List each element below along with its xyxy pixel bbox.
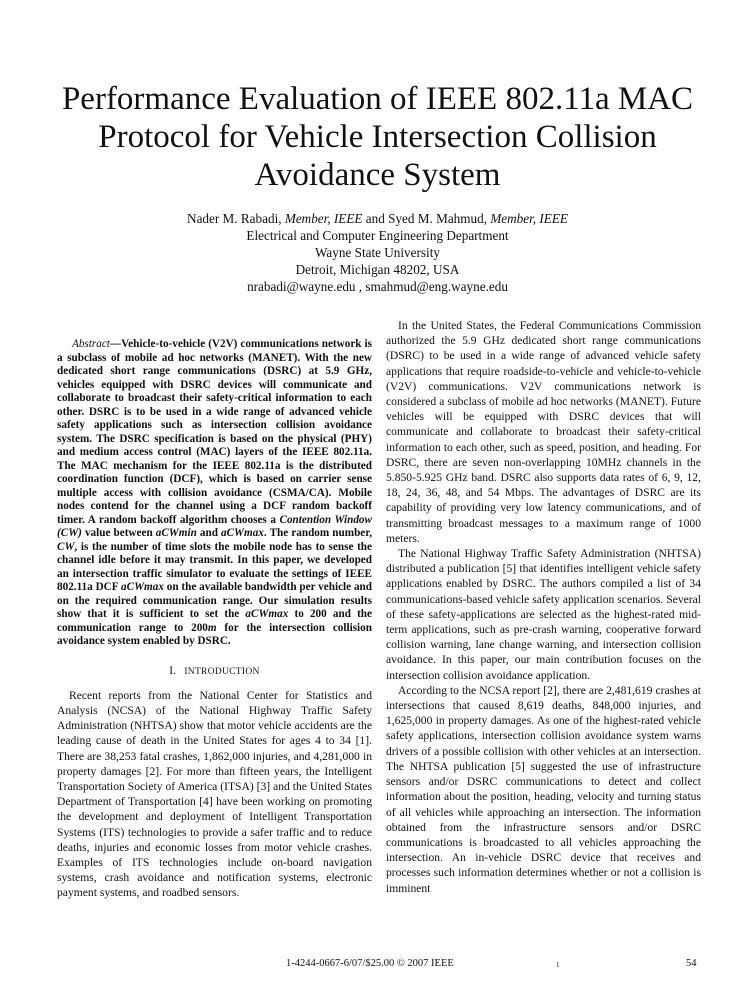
abstract-term: aCWmax [245, 608, 289, 620]
page-number: 54 [686, 958, 697, 969]
abstract-text: value between [81, 527, 156, 539]
author-emails: nrabadi@wayne.edu , smahmud@eng.wayne.edu [247, 279, 508, 294]
author-block [60, 210, 695, 295]
right-column [386, 318, 701, 896]
abstract-term: aCWmax [121, 581, 164, 593]
abstract-dash: — [109, 338, 122, 350]
abstract-term: CW [57, 540, 75, 553]
page-footer [0, 958, 755, 978]
abstract-label: Abstract [72, 338, 110, 350]
affiliation-university: Wayne State University [315, 245, 440, 260]
title-line: Protocol for Vehicle Intersection Collision [98, 119, 657, 155]
abstract-term: m [207, 621, 217, 634]
body-paragraph: The National Highway Traffic Safety Administration (NHTSA) distributed a publication [5] that identifies intelligent vehicle safety applications enabled by DSRC. The authors compiled a list of 34 communications-based vehicle safety application scenarios. Several of these safety-applications are selected as the highest-rated mid-term applications, such as pre-crash warning, cooperative forward collision warning, lane change warning, and intersection collision avoidance. In this paper, our main contribution focuses on the intersection collision avoidance application. [386, 547, 701, 682]
abstract-text: to 200 and the communication range to 200 [57, 608, 372, 634]
abstract-text: and [196, 527, 221, 539]
paper-title [60, 80, 695, 194]
author-membership: Member, IEEE [490, 211, 568, 226]
left-column [57, 318, 372, 901]
title-line: Performance Evaluation of IEEE 802.11a MAC [61, 81, 694, 117]
section-number: I. [169, 664, 177, 677]
abstract-text: . The random number, [263, 527, 372, 539]
body-paragraph: In the United States, the Federal Communications Commission authorized the 5.9 GHz dedicated short range communications (DSRC) to be used in a wide range of advanced vehicle safety applications that require roadside-to-vehicle and vehicle-to-vehicle (V2V) communications. V2V communications network is considered a subclass of mobile ad hoc networks (MANET). Future vehicles will be equipped with DSRC devices that will communicate and collaborate to broadcast their safety-critical information to each other, such as speed, position, and heading. For DSRC, there are seven non-overlapping 10MHz channels in the 5.850-5.925 GHz band. DSRC also supports data rates of 6, 9, 12, 18, 24, 36, 48, and 54 Mbps. The advantages of DSRC are its capability of providing very low latency communications, and of transmitting broadcast messages to a maximum range of 1000 meters. [386, 319, 701, 545]
abstract-text: Vehicle-to-vehicle (V2V) communications network is a subclass of mobile ad hoc networks (MANET). With the new dedicated short range communications (DSRC) at 5.9 GHz, vehicles equipped with DSRC devices will communicate and collaborate to broadcast their safety-critical information to each other. DSRC is to be used in a wide range of advanced vehicle safety applications such as intersection collision avoidance system. The DSRC specification is based on the physical (PHY) and medium access control (MAC) layers of the IEEE 802.11a. The MAC mechanism for the IEEE 802.11a is the distributed coordination function (DCF), which is based on carrier sense multiple access with collision avoidance (CSMA/CA). Mobile nodes contend for the channel using a DCF random backoff timer. A random backoff algorithm chooses a [57, 338, 372, 526]
author-name: and Syed M. Mahmud, [365, 211, 488, 226]
body-paragraph: According to the NCSA report [2], there are 2,481,619 crashes at intersections that caused 8,619 deaths, 848,000 injuries, and 1,625,000 in property damages. As one of the highest-rated vehicle safety applications, intersection collision avoidance system warns drivers of a possible collision with other vehicles at an intersection. The NHTSA publication [5] suggested the use of infrastructure sensors and/or DSRC communications to detect and collect information about the position, heading, velocity and turning status of all vehicles while approaching an intersection. The information obtained from the infrastructure sensors and/or DSRC communications is broadcasted to all vehicles approaching the intersection. An in-vehicle DSRC device that receives and processes such information determines whether or not a collision is imminent [386, 683, 701, 895]
section-heading-introduction [57, 664, 372, 680]
copyright-notice: 1-4244-0667-6/07/$25.00 © 2007 IEEE [286, 958, 454, 969]
abstract-text: on the available bandwidth per vehicle and on the required communication range. Our simulation results show that it is sufficient to set the [57, 581, 372, 620]
affiliation-address: Detroit, Michigan 48202, USA [295, 262, 460, 277]
abstract [57, 338, 372, 649]
author-membership: Member, IEEE [284, 211, 363, 226]
author-line [60, 210, 695, 227]
title-line: Avoidance System [254, 157, 501, 193]
abstract-text: , is the number of time slots the mobile node has to sense the channel idle before it may transmit. In this paper, we developed an intersection traffic simulator to evaluate the settings of IEEE 802.11a DCF [57, 540, 372, 593]
body-paragraph: Recent reports from the National Center for Statistics and Analysis (NCSA) of the National Highway Traffic Safety Administration (NHTSA) show that motor vehicle accidents are the leading cause of death in the United States for ages 4 to 34 [1]. There are 38,253 fatal crashes, 1,862,000 injuries, and 4,281,000 in property damages [2]. For more than fifteen years, the Intelligent Transportation Society of America (ITSA) [3] and the United States Department of Transportation [4] have been working on promoting the development and deployment of Intelligent Transportation Systems (ITS) technologies to provide a safer traffic and to reduce deaths, injuries and economic losses from motor vehicle crashes. Examples of ITS technologies include on-board navigation systems, crash avoidance and notification systems, electronic payment systems, and roadbed sensors. [57, 688, 372, 900]
author-name: Nader M. Rabadi, [187, 211, 282, 226]
abstract-term: Contention Window (CW) [57, 513, 372, 539]
affiliation-department: Electrical and Computer Engineering Department [246, 228, 509, 243]
abstract-term: aCWmax [221, 527, 264, 539]
abstract-term: aCWmin [155, 527, 197, 539]
abstract-text: for the intersection collision avoidance system enabled by DSRC. [57, 621, 372, 647]
section-title: INTRODUCTION [184, 666, 260, 677]
footer-mark: 1 [556, 961, 560, 969]
